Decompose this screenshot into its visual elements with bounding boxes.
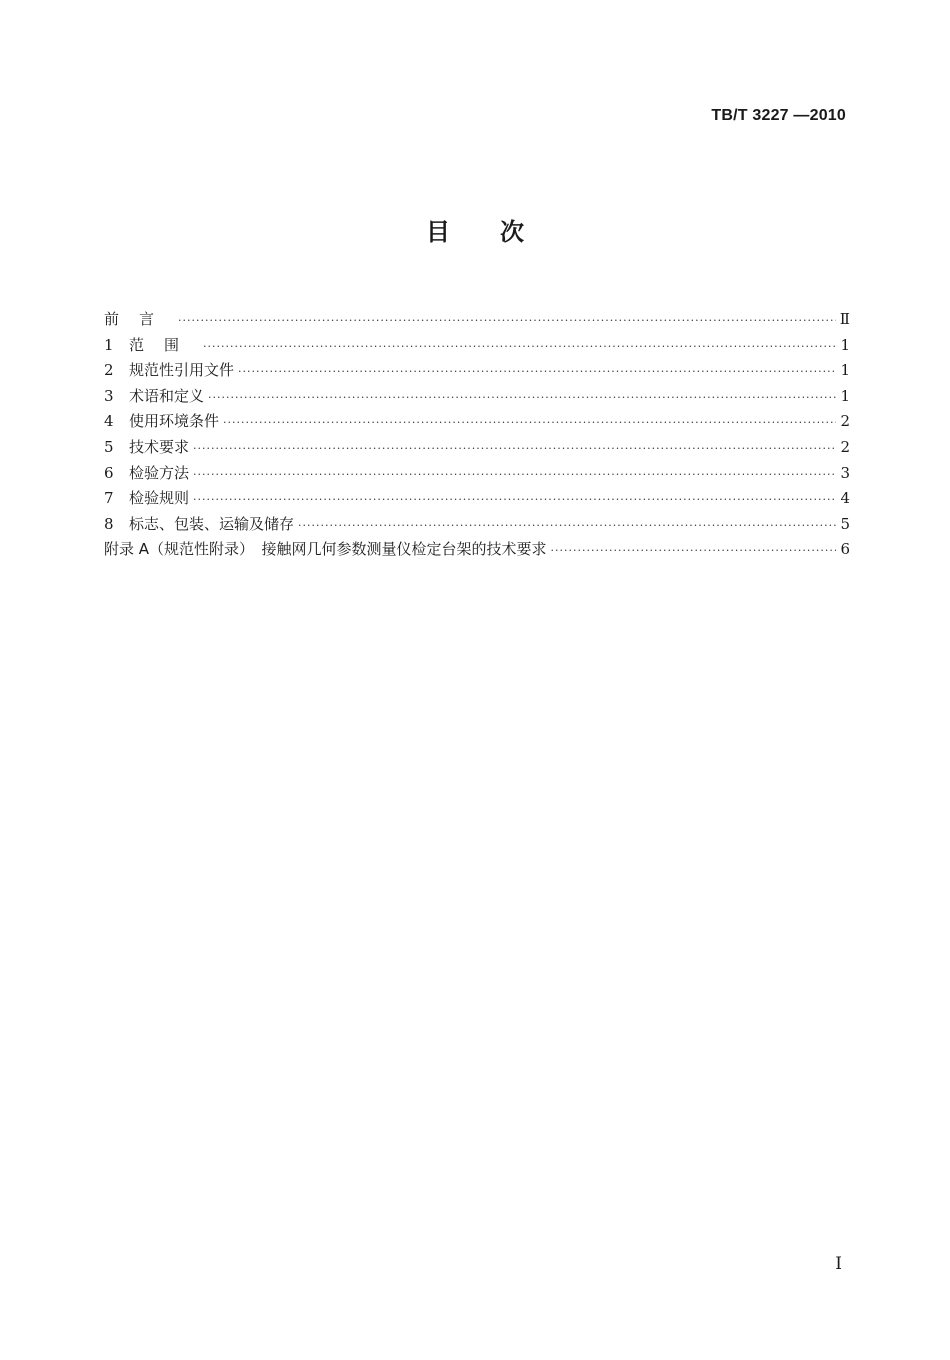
toc-row-foreword[interactable] bbox=[104, 308, 850, 334]
toc-page-number: 4 bbox=[840, 489, 850, 508]
toc-leader-dots bbox=[193, 468, 836, 481]
toc-leader-dots bbox=[298, 519, 836, 532]
toc-label: 范围 bbox=[129, 335, 200, 354]
toc-label: 检验方法 bbox=[129, 463, 190, 482]
toc-row-8[interactable] bbox=[104, 513, 850, 539]
toc-leader-dots bbox=[223, 416, 836, 429]
toc-row-1[interactable] bbox=[104, 334, 850, 360]
toc-label: 检验规则 bbox=[129, 489, 190, 508]
toc-leader-dots bbox=[551, 544, 836, 557]
toc-number: 7 bbox=[104, 489, 114, 508]
table-of-contents bbox=[104, 308, 850, 564]
toc-page-number: 3 bbox=[840, 463, 850, 482]
toc-number: 3 bbox=[104, 386, 114, 405]
toc-row-3[interactable] bbox=[104, 385, 850, 411]
page-title: 目次 bbox=[426, 218, 574, 246]
toc-label: 规范性引用文件 bbox=[129, 361, 235, 380]
toc-number: 1 bbox=[104, 335, 114, 354]
toc-leader-dots bbox=[203, 340, 836, 353]
toc-leader-dots bbox=[208, 391, 836, 404]
toc-label: 标志、包装、运输及储存 bbox=[129, 514, 295, 533]
toc-number: 4 bbox=[104, 412, 114, 431]
toc-page-number: 1 bbox=[840, 361, 850, 380]
toc-page-number: 2 bbox=[840, 437, 850, 456]
toc-page-number: 2 bbox=[840, 412, 850, 431]
toc-row-6[interactable] bbox=[104, 462, 850, 488]
toc-page-number: 5 bbox=[840, 514, 850, 533]
toc-label: 附录 A（规范性附录） 接触网几何参数测量仪检定台架的技术要求 bbox=[104, 540, 547, 559]
standard-code: TB/T 3227 —2010 bbox=[711, 107, 846, 124]
toc-page-number: 1 bbox=[840, 386, 850, 405]
toc-label: 术语和定义 bbox=[129, 386, 205, 405]
toc-page-number: Ⅱ bbox=[839, 310, 850, 328]
toc-row-5[interactable] bbox=[104, 436, 850, 462]
toc-row-annex-a[interactable] bbox=[104, 538, 850, 564]
toc-page-number: 1 bbox=[840, 335, 850, 354]
toc-row-4[interactable] bbox=[104, 410, 850, 436]
toc-page-number: 6 bbox=[840, 540, 850, 559]
page-number: I bbox=[835, 1254, 842, 1274]
toc-number: 6 bbox=[104, 463, 114, 482]
toc-leader-dots bbox=[238, 365, 836, 378]
toc-leader-dots bbox=[193, 493, 836, 506]
toc-label: 使用环境条件 bbox=[129, 412, 220, 431]
toc-row-2[interactable] bbox=[104, 359, 850, 385]
toc-number: 5 bbox=[104, 437, 114, 456]
toc-number: 2 bbox=[104, 361, 114, 380]
toc-row-7[interactable] bbox=[104, 487, 850, 513]
toc-label: 技术要求 bbox=[129, 437, 190, 456]
toc-label: 前言 bbox=[104, 310, 175, 328]
toc-number: 8 bbox=[104, 514, 114, 533]
toc-leader-dots bbox=[178, 314, 836, 327]
toc-leader-dots bbox=[193, 442, 836, 455]
